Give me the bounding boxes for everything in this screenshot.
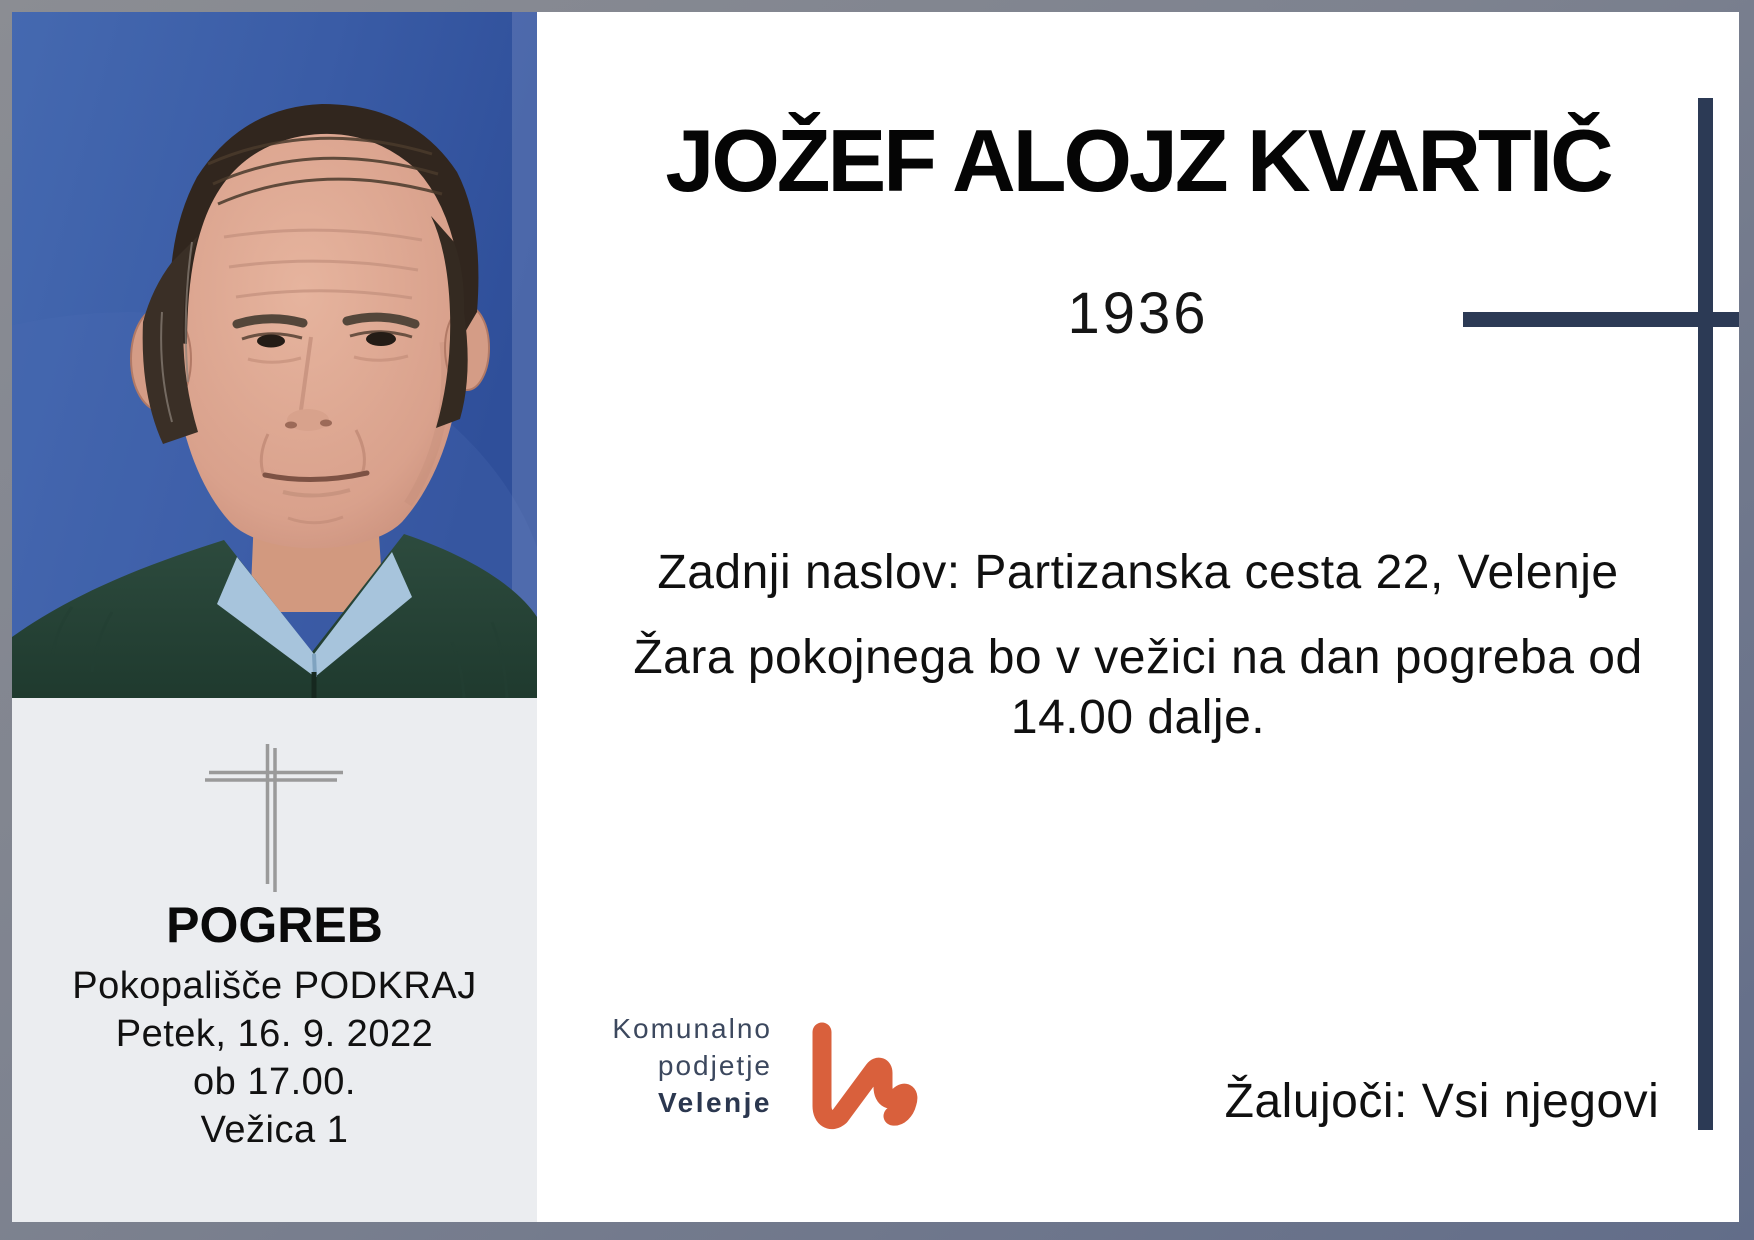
funeral-chapel: Vežica 1: [200, 1109, 349, 1151]
last-address: Zadnji naslov: Partizanska cesta 22, Velenje: [657, 546, 1619, 599]
funeral-heading: POGREB: [166, 897, 383, 953]
company-name-line1: Komunalno: [612, 1013, 772, 1044]
left-column: [12, 12, 537, 1222]
birth-year: 1936: [1067, 281, 1209, 346]
memorial-cross-horizontal-bar: [1463, 312, 1739, 327]
company-name-line3: Velenje: [657, 1087, 772, 1118]
company-name-line2: podjetje: [657, 1050, 772, 1081]
funeral-details: [12, 962, 537, 1154]
company-logo: [572, 1010, 922, 1138]
memorial-cross-vertical-bar: [1698, 98, 1713, 1130]
funeral-cemetery: Pokopališče PODKRAJ: [72, 965, 477, 1007]
funeral-time: ob 17.00.: [193, 1061, 356, 1103]
urn-notice-line1: Žara pokojnega bo v vežici na dan pogreba od: [633, 631, 1643, 684]
cross-icon: [205, 744, 345, 896]
company-name: [572, 1010, 772, 1121]
portrait-photo: [12, 12, 537, 698]
logo-k-icon: [802, 1018, 922, 1138]
urn-notice: [537, 628, 1739, 748]
mourners-text: Žalujoči: Vsi njegovi: [1224, 1075, 1660, 1128]
funeral-info-panel: [12, 698, 537, 1222]
urn-notice-line2: 14.00 dalje.: [1010, 691, 1266, 744]
portrait-photo-illustration: [12, 12, 537, 698]
obituary-card: [12, 12, 1739, 1222]
funeral-date: Petek, 16. 9. 2022: [115, 1013, 434, 1055]
deceased-name: JOŽEF ALOJZ KVARTIČ: [665, 111, 1611, 210]
